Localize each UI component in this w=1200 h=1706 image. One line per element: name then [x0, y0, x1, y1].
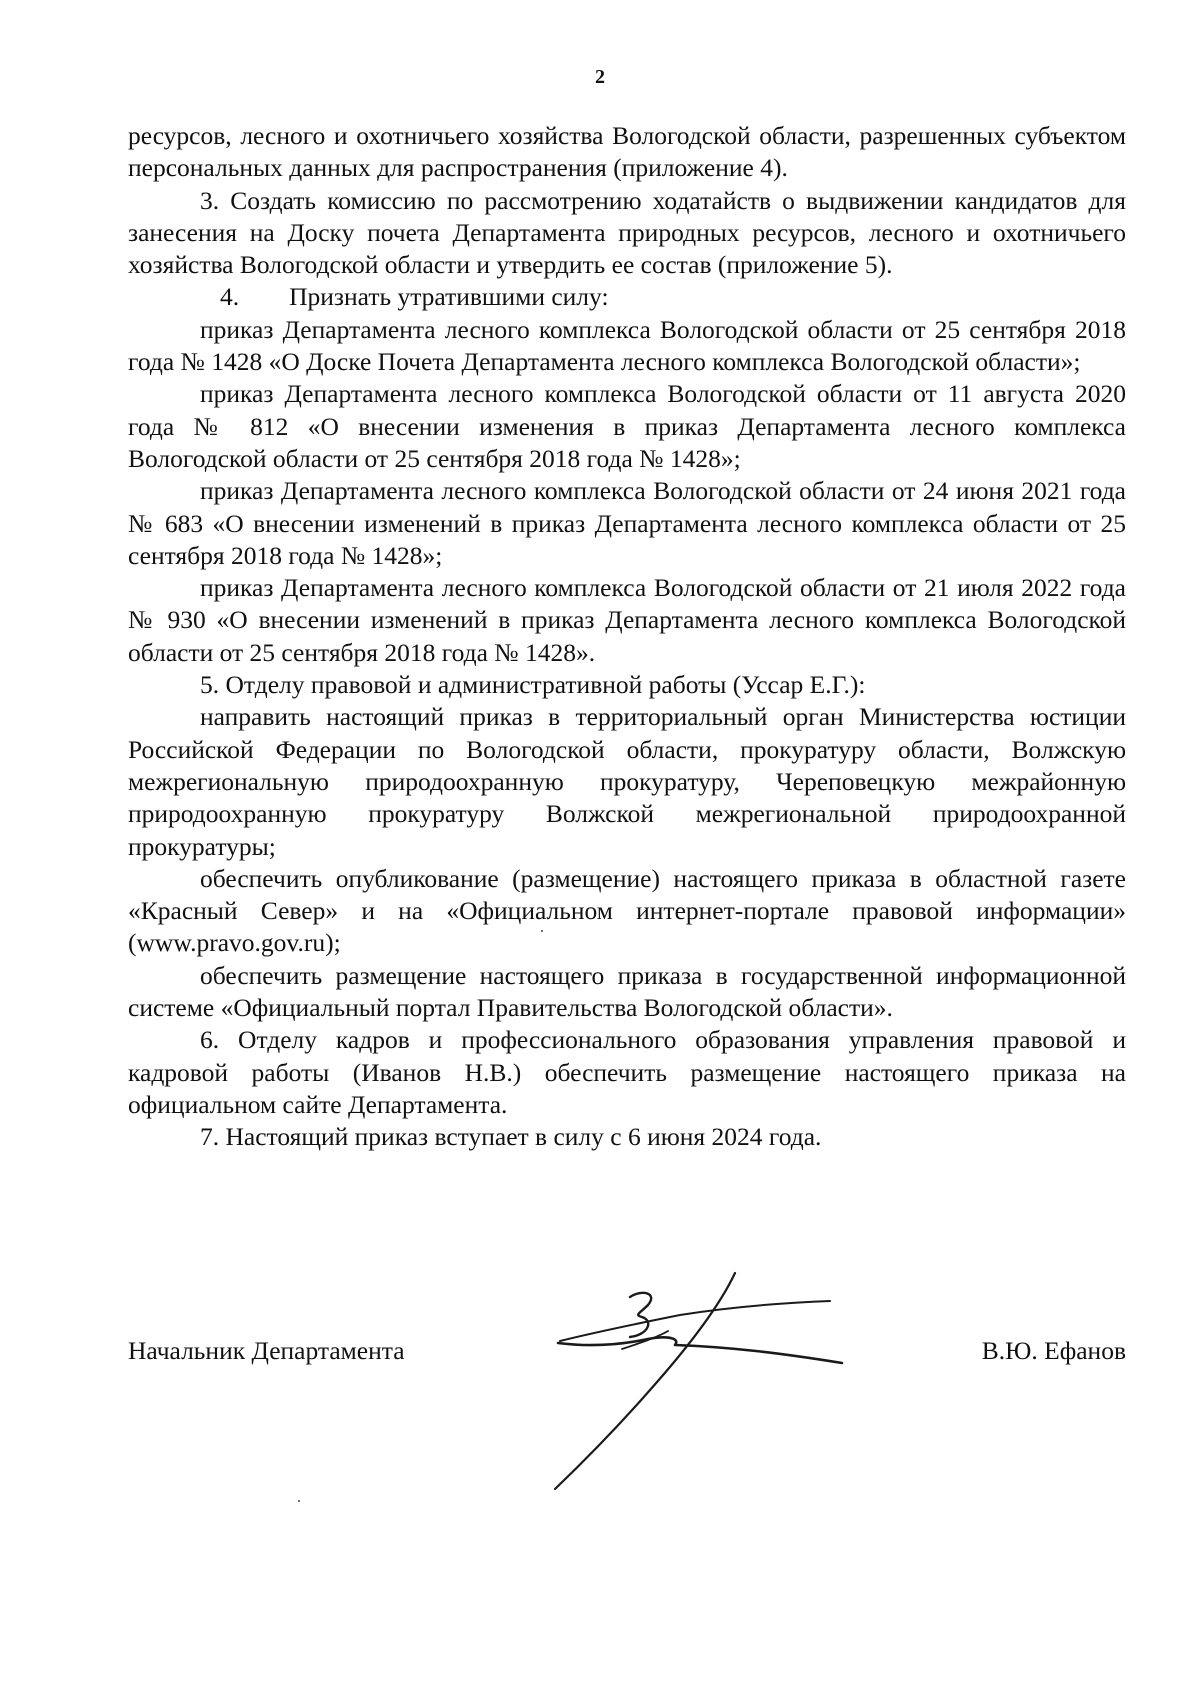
paragraph-item-5-portal: обеспечить размещение настоящего приказа в государственной информационной системе «Официальный портал Правительства Вологодской области». [128, 960, 1126, 1023]
page-number: 2 [595, 66, 605, 88]
paragraph-repealed-order-1: приказ Департамента лесного комплекса Вологодской области от 25 сентября 2018 года № 1428 «О Доске Почета Департамента лесного комплекса Вологодской области»; [128, 314, 1126, 377]
paragraph-continuation: ресурсов, лесного и охотничьего хозяйства Вологодской области, разрешенных субъектом персональных данных для распространения (приложение 4). [128, 121, 1126, 183]
signatory-name: В.Ю. Ефанов [981, 1336, 1126, 1365]
document-body [128, 120, 1126, 1154]
paragraph-item-5-direct: направить настоящий приказ в территориальный орган Министерства юстиции Российской Федерации по Вологодской области, прокуратуру области, Волжскую межрегиональную природоохранную прокуратуру, Череповецкую межрайонную природоохранную прокуратуру Волжской межрегиональной природоохранной прокуратуры; [128, 702, 1126, 861]
scan-speck [541, 930, 543, 932]
paragraph-item-5-publish: обеспечить опубликование (размещение) настоящего приказа в областной газете «Красный Север» и на «Официальном интернет-портале правовой информации» (www.pravo.gov.ru); [128, 863, 1126, 958]
paragraph-repealed-order-2: приказ Департамента лесного комплекса Вологодской области от 11 августа 2020 года № 812 «О внесении изменения в приказ Департамента лесного комплекса Вологодской области от 25 сентября 2018 года № 1428»; [128, 379, 1126, 473]
scan-speck [298, 1500, 300, 1502]
paragraph-repealed-order-3: приказ Департамента лесного комплекса Вологодской области от 24 июня 2021 года № 683 «О внесении изменений в приказ Департамента лесного комплекса области от 25 сентября 2018 года № 1428»; [128, 476, 1126, 570]
handwritten-signature [530, 1265, 860, 1495]
item-4-number: 4. [220, 282, 240, 312]
item-4-text: Признать утратившими силу: [289, 282, 609, 312]
paragraph-item-5: 5. Отделу правовой и административной работы (Уссар Е.Г.): [200, 670, 866, 700]
paragraph-item-4 [128, 281, 1126, 313]
paragraph-item-3: 3. Создать комиссию по рассмотрению ходатайств о выдвижении кандидатов для занесения на Доску почета Департамента природных ресурсов, лесного и охотничьего хозяйства Вологодской области и утвердить ее состав (приложение 5). [128, 185, 1126, 280]
signatory-title: Начальник Департамента [128, 1336, 405, 1365]
paragraph-repealed-order-4: приказ Департамента лесного комплекса Вологодской области от 21 июля 2022 года № 930 «О внесении изменений в приказ Департамента лесного комплекса Вологодской области от 25 сентября 2018 года № 1428». [128, 573, 1126, 667]
paragraph-item-6: 6. Отделу кадров и профессионального образования управления правовой и кадровой работы (Иванов Н.В.) обеспечить размещение настоящего приказа на официальном сайте Департамента. [128, 1025, 1126, 1119]
paragraph-item-7: 7. Настоящий приказ вступает в силу с 6 июня 2024 года. [200, 1122, 822, 1152]
